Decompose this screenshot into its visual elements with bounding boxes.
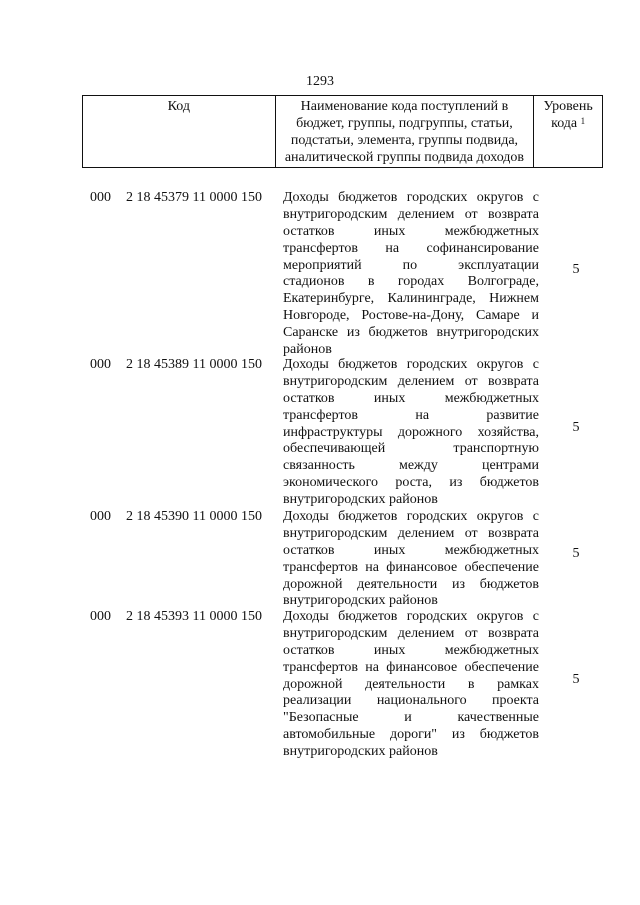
description-line: автомобильные дороги" из бюджетов	[283, 727, 539, 743]
row-code: 2 18 45390 11 0000 150	[126, 509, 262, 524]
header-level-line1: Уровень	[543, 99, 593, 114]
description-line: внутригородских районов	[283, 744, 438, 760]
row-level: 5	[572, 420, 580, 435]
description-line: остатков иных межбюджетных	[283, 223, 539, 239]
header-code: Код	[83, 96, 276, 168]
header-name	[275, 96, 534, 168]
description-line: остатков иных межбюджетных	[283, 642, 539, 658]
description-line: внутригородским делением от возврата	[283, 373, 539, 389]
description-line: стадионов в городах Волгограде,	[283, 274, 539, 290]
header-name-line: Наименование кода поступлений в	[300, 99, 509, 114]
header-name-line: бюджет, группы, подгруппы, статьи,	[296, 116, 513, 131]
description-line: внутригородским делением от возврата	[283, 206, 539, 222]
description-line: Доходы бюджетов городских округов с	[283, 357, 539, 372]
page-number: 1293	[306, 74, 334, 89]
description-line: Саранске из бюджетов внутригородских	[283, 325, 539, 341]
description-line: инфраструктуры дорожного хозяйства,	[283, 424, 539, 440]
description-line: внутригородским делением от возврата	[283, 625, 539, 641]
description-line: внутригородских районов	[283, 593, 438, 609]
table-header	[82, 95, 603, 168]
row-code-prefix: 000	[90, 190, 111, 205]
description-line: дорожной деятельности в рамках	[283, 676, 539, 692]
description-line: остатков иных межбюджетных	[283, 542, 539, 558]
row-code-prefix: 000	[90, 357, 111, 372]
description-line: трансфертов на финансовое обеспечение	[283, 659, 539, 675]
description-line: внутригородских районов	[283, 492, 438, 508]
description-line: "Безопасные и качественные	[283, 710, 539, 726]
description-line: Екатеринбурге, Калининграде, Нижнем	[283, 291, 539, 307]
header-level	[534, 96, 603, 168]
description-line: дорожной деятельности из бюджетов	[283, 576, 539, 592]
description-line: экономического роста, из бюджетов	[283, 475, 539, 491]
description-line: трансфертов на софинансирование	[283, 240, 539, 256]
description-line: районов	[283, 342, 332, 358]
row-code: 2 18 45379 11 0000 150	[126, 190, 262, 205]
description-line: связанность между центрами	[283, 458, 539, 474]
row-code-prefix: 000	[90, 509, 111, 524]
header-name-line: аналитической группы подвида доходов	[284, 150, 525, 165]
description-line: остатков иных межбюджетных	[283, 390, 539, 406]
row-level: 5	[572, 546, 580, 561]
description-line: Доходы бюджетов городских округов с	[283, 509, 539, 524]
header-name-line: подстатьи, элемента, группы подвида,	[290, 133, 519, 148]
row-level: 5	[572, 262, 580, 277]
description-line: внутригородским делением от возврата	[283, 525, 539, 541]
row-code: 2 18 45389 11 0000 150	[126, 357, 262, 372]
row-level: 5	[572, 672, 580, 687]
row-code-prefix: 000	[90, 609, 111, 624]
row-description	[283, 357, 539, 509]
row-description	[283, 190, 539, 359]
description-line: мероприятий по эксплуатации	[283, 257, 539, 273]
description-line: трансфертов на финансовое обеспечение	[283, 559, 539, 575]
row-description	[283, 509, 539, 610]
header-level-line2	[537, 115, 599, 132]
header-level-text: кода	[551, 116, 578, 131]
description-line: Новгороде, Ростове-на-Дону, Самаре и	[283, 308, 539, 324]
description-line: трансфертов на развитие	[283, 407, 539, 423]
footnote-marker: 1	[580, 116, 586, 126]
description-line: реализации национального проекта	[283, 693, 539, 709]
description-line: обеспечивающей транспортную	[283, 441, 539, 457]
description-line: Доходы бюджетов городских округов с	[283, 190, 539, 205]
row-code: 2 18 45393 11 0000 150	[126, 609, 262, 624]
row-description	[283, 609, 539, 761]
description-line: Доходы бюджетов городских округов с	[283, 609, 539, 624]
